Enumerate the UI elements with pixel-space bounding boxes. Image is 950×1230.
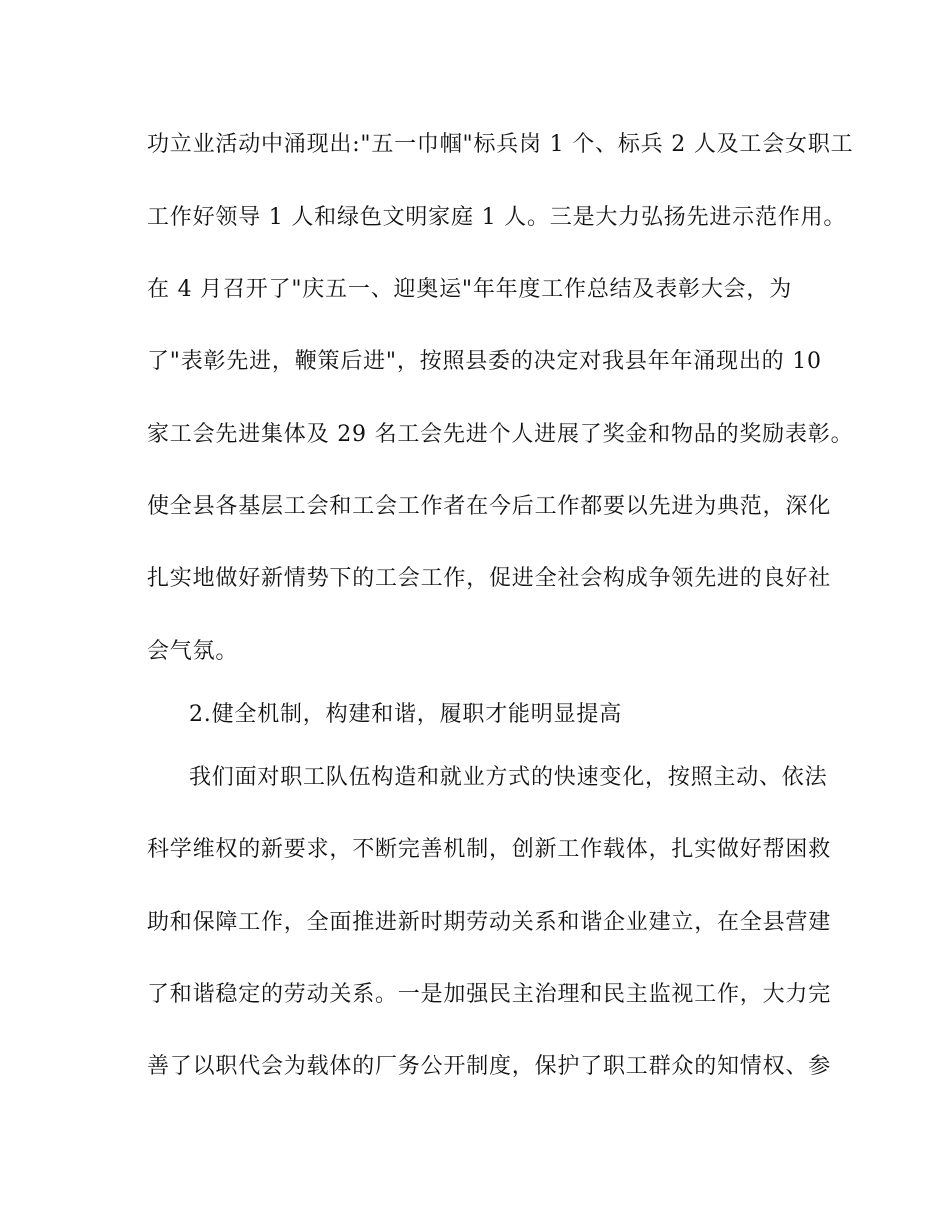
section-heading: 2.健全机制，构建和谐，履职才能明显提高 <box>189 702 622 727</box>
body-text-line: 功立业活动中涌现出:"五一巾帼"标兵岗 1 个、标兵 2 人及工会女职工 <box>147 132 854 157</box>
body-text-line: 了"表彰先进，鞭策后进"，按照县委的决定对我县年年涌现出的 10 <box>147 349 822 374</box>
body-text-line: 助和保障工作，全面推进新时期劳动关系和谐企业建立，在全县营建 <box>147 910 832 935</box>
body-text-line: 会气氛。 <box>147 639 239 664</box>
body-text-line: 在 4 月召开了"庆五一、迎奥运"年年度工作总结及表彰大会，为 <box>147 277 793 302</box>
body-text-line: 科学维权的新要求，不断完善机制，创新工作载体，扎实做好帮困救 <box>147 837 832 862</box>
body-text-line: 家工会先进集体及 29 名工会先进个人进展了奖金和物品的奖励表彰。 <box>147 422 854 447</box>
body-text-line: 了和谐稳定的劳动关系。一是加强民主治理和民主监视工作，大力完 <box>147 982 832 1007</box>
body-text-line: 工作好领导 1 人和绿色文明家庭 1 人。三是大力弘扬先进示范作用。 <box>147 205 847 230</box>
body-text-line: 我们面对职工队伍构造和就业方式的快速变化，按照主动、依法 <box>189 765 828 790</box>
body-text-line: 善了以职代会为载体的厂务公开制度，保护了职工群众的知情权、参 <box>147 1054 832 1079</box>
body-text-line: 扎实地做好新情势下的工会工作，促进全社会构成争领先进的良好社 <box>147 566 832 591</box>
body-text-line: 使全县各基层工会和工会工作者在今后工作都要以先进为典范，深化 <box>147 494 832 519</box>
